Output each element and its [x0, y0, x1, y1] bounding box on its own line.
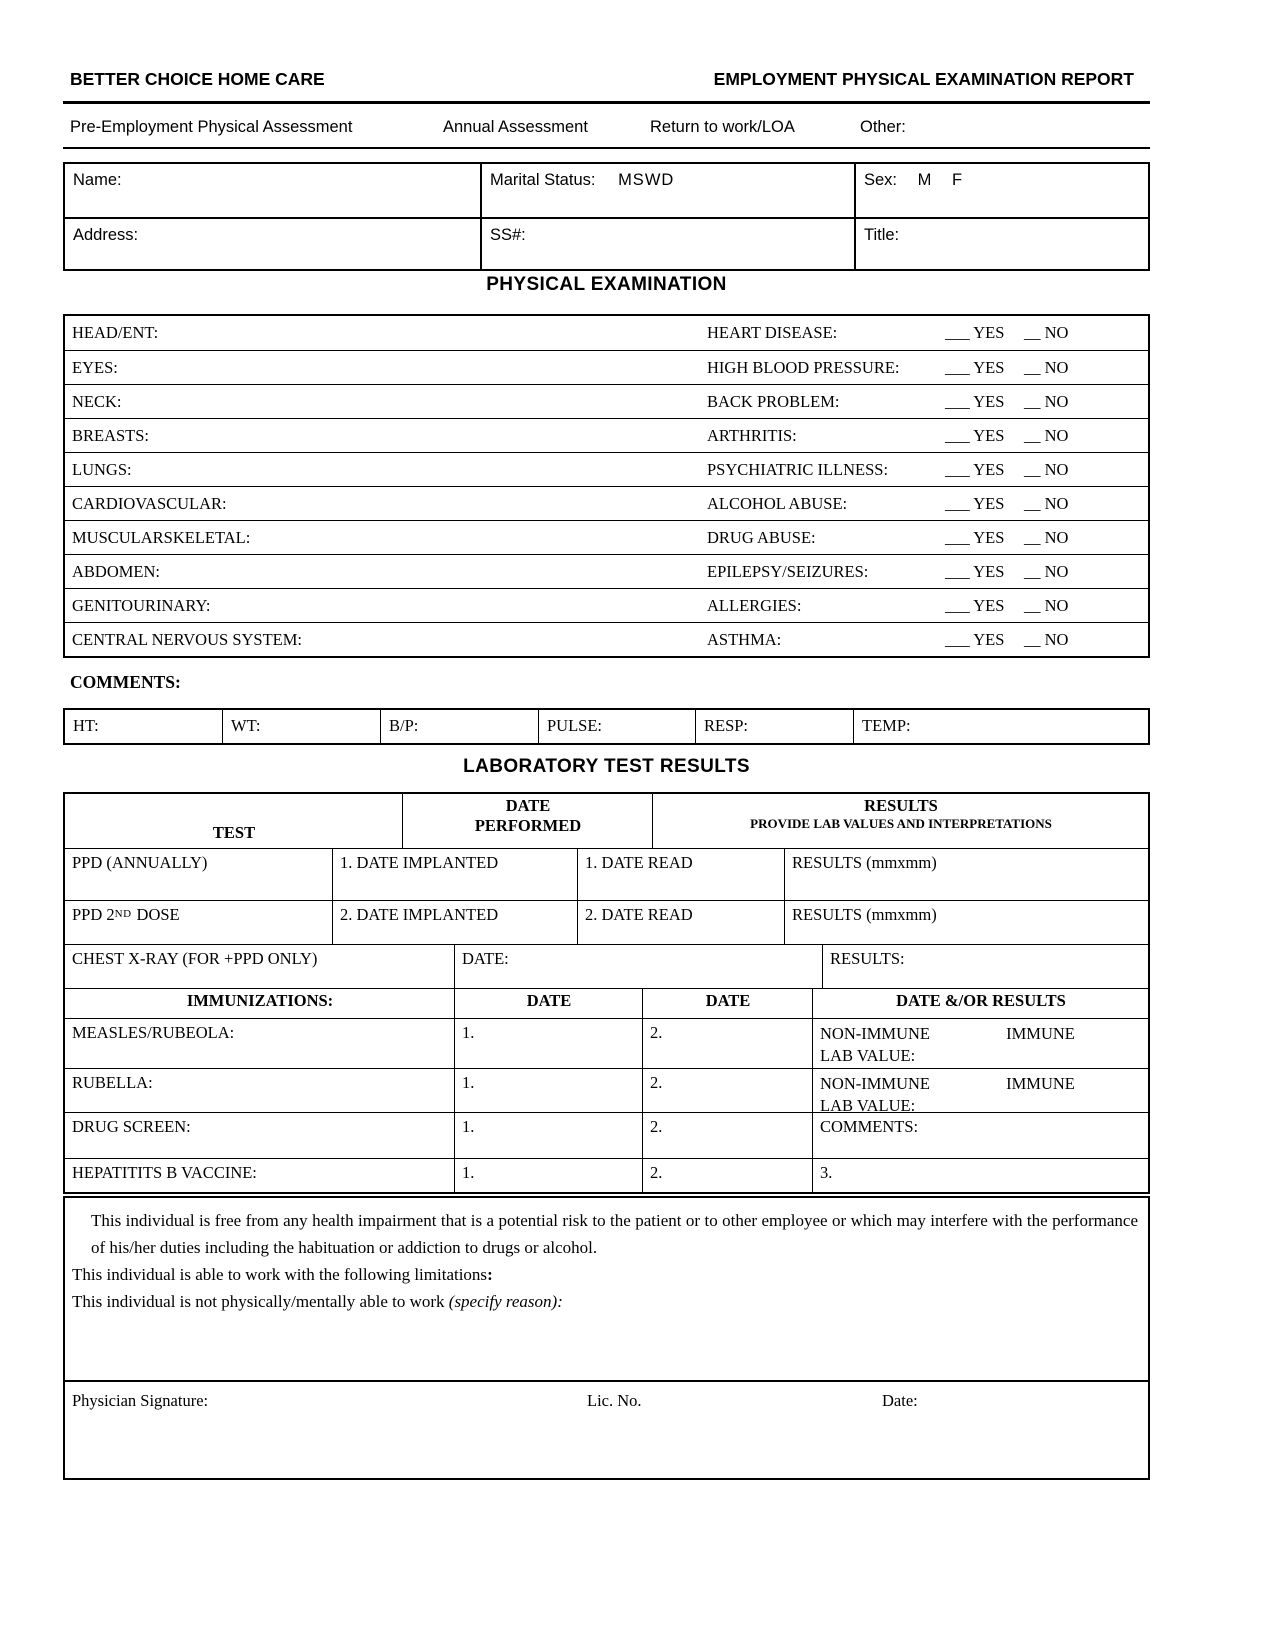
measles-date1-label: 1. [462, 1023, 475, 1042]
drug-date1-field[interactable] [454, 1113, 642, 1158]
chest-xray-text: CHEST X-RAY (FOR +PPD ONLY) [72, 949, 318, 968]
ppd1-date-implanted-field[interactable] [332, 849, 577, 900]
measles-non-immune-option[interactable]: NON-IMMUNE [820, 1024, 930, 1043]
measles-date1-field[interactable] [454, 1019, 642, 1068]
no-checkbox[interactable]: __ NO [1024, 493, 1069, 513]
not-able-to-work-text: This individual is not physically/mentally able to work [72, 1292, 449, 1311]
rubella-results-field[interactable] [812, 1069, 1148, 1117]
condition-label: ASTHMA: [707, 629, 782, 649]
option-annual[interactable]: Annual Assessment [443, 118, 588, 136]
ppd2-results-field[interactable] [784, 901, 1148, 944]
system-field[interactable]: LUNGS: [72, 459, 132, 479]
no-checkbox[interactable]: __ NO [1024, 629, 1069, 649]
drug-comments-label: COMMENTS: [820, 1117, 919, 1136]
rubella-date2-label: 2. [650, 1073, 663, 1092]
temp-label: TEMP: [862, 716, 911, 735]
comments-label: COMMENTS: [70, 672, 181, 692]
ppd-annual-label [65, 849, 332, 900]
pulse-label: PULSE: [547, 716, 603, 735]
yes-checkbox[interactable]: ___ YES [945, 527, 1005, 547]
bp-label: B/P: [389, 716, 419, 735]
header-divider [63, 101, 1150, 104]
ppd1-results-field[interactable] [784, 849, 1148, 900]
system-field[interactable]: EYES: [72, 357, 118, 377]
no-checkbox[interactable]: __ NO [1024, 527, 1069, 547]
no-checkbox[interactable]: __ NO [1024, 459, 1069, 479]
condition-label: EPILEPSY/SEIZURES: [707, 561, 869, 581]
yes-checkbox[interactable]: ___ YES [945, 425, 1005, 445]
resp-field[interactable] [695, 710, 853, 743]
title-field[interactable] [854, 217, 1148, 269]
personal-info-table [63, 162, 1150, 271]
system-field[interactable]: NECK: [72, 391, 122, 411]
drug-screen-label: DRUG SCREEN: [72, 1117, 191, 1136]
date-header-line2: PERFORMED [474, 816, 582, 835]
signature-date-field[interactable]: Date: [882, 1391, 918, 1410]
not-able-to-work-statement [72, 1288, 1138, 1315]
condition-label: ALLERGIES: [707, 595, 802, 615]
hepb-date1-label: 1. [462, 1163, 475, 1182]
drug-date2-field[interactable] [642, 1113, 812, 1158]
condition-label: HIGH BLOOD PRESSURE: [707, 357, 900, 377]
rubella-date2-field[interactable] [642, 1069, 812, 1117]
no-checkbox[interactable]: __ NO [1024, 595, 1069, 615]
hepb-date3-label: 3. [820, 1163, 833, 1182]
ppd2-ordinal: ND [114, 908, 132, 920]
option-pre-employment[interactable]: Pre-Employment Physical Assessment [70, 118, 353, 136]
sex-option-f[interactable]: F [951, 171, 963, 189]
assessment-type-row [63, 114, 1150, 140]
exam-row [65, 520, 1148, 554]
rubella-row [65, 1068, 1148, 1115]
hepb-date1-field[interactable] [454, 1159, 642, 1192]
company-name: BETTER CHOICE HOME CARE [70, 69, 325, 89]
ppd2-results-label: RESULTS (mmxmm) [792, 905, 937, 924]
ppd1-date-read-field[interactable] [577, 849, 784, 900]
assessment-divider [63, 147, 1150, 149]
temp-field[interactable] [853, 710, 1148, 743]
system-field[interactable]: HEAD/ENT: [72, 323, 159, 342]
ppd1-date-read-label: 1. DATE READ [585, 853, 693, 872]
xray-results-field[interactable] [822, 945, 1148, 988]
drug-screen-row [65, 1112, 1148, 1158]
measles-date2-label: 2. [650, 1023, 663, 1042]
lab-header-row [65, 794, 1148, 848]
physical-exam-table [63, 314, 1150, 658]
ppd2-date-read-field[interactable] [577, 901, 784, 944]
measles-label: MEASLES/RUBEOLA: [72, 1023, 235, 1042]
imm-results-header: DATE &/OR RESULTS [812, 989, 1148, 1018]
free-from-impairment-statement: This individual is free from any health impairment that is a potential risk to the patient or to other employee or which may interfere with the performance of his/her duties including the habituation or addiction to drugs or alcohol. [91, 1211, 1138, 1257]
chest-xray-row [65, 944, 1148, 988]
title-label: Title: [864, 226, 900, 244]
hepb-date2-field[interactable] [642, 1159, 812, 1192]
condition-label: HEART DISEASE: [707, 323, 838, 342]
ppd-2nd-dose-row [65, 900, 1148, 944]
bp-field[interactable] [380, 710, 538, 743]
results-column-header [652, 794, 1148, 848]
condition-label: PSYCHIATRIC ILLNESS: [707, 459, 889, 479]
form-header [63, 66, 1150, 92]
date-performed-column-header [402, 794, 652, 848]
address-field[interactable] [65, 217, 480, 269]
system-field[interactable]: CARDIOVASCULAR: [72, 493, 227, 513]
xray-date-field[interactable] [454, 945, 822, 988]
measles-immune-option[interactable]: IMMUNE [1006, 1024, 1075, 1043]
imm-date2-header: DATE [642, 989, 812, 1018]
measles-lab-value-label: LAB VALUE: [820, 1046, 916, 1065]
drug-date2-label: 2. [650, 1117, 663, 1136]
marital-status-field[interactable] [480, 164, 854, 217]
drug-date1-label: 1. [462, 1117, 475, 1136]
name-label: Name: [73, 171, 122, 189]
lab-table [63, 792, 1150, 1194]
exam-row [65, 316, 1148, 350]
option-other[interactable]: Other: [860, 118, 906, 136]
exam-row [65, 350, 1148, 384]
rubella-non-immune-option[interactable]: NON-IMMUNE [820, 1074, 930, 1093]
condition-label: ALCOHOL ABUSE: [707, 493, 848, 513]
yes-checkbox[interactable]: ___ YES [945, 561, 1005, 581]
ppd2-date-implanted-field[interactable] [332, 901, 577, 944]
rubella-date1-label: 1. [462, 1073, 475, 1092]
ht-label: HT: [73, 716, 99, 735]
sex-label: Sex: [864, 171, 898, 189]
no-checkbox[interactable]: __ NO [1024, 425, 1069, 445]
able-to-work-statement [72, 1261, 1138, 1288]
system-field[interactable]: ABDOMEN: [72, 561, 161, 581]
ppd1-results-label: RESULTS (mmxmm) [792, 853, 937, 872]
physical-exam-heading: PHYSICAL EXAMINATION [486, 274, 727, 295]
address-label: Address: [73, 226, 139, 244]
yes-checkbox[interactable]: ___ YES [945, 391, 1005, 411]
system-field[interactable]: CENTRAL NERVOUS SYSTEM: [72, 629, 303, 649]
wt-label: WT: [231, 716, 261, 735]
ssn-field[interactable] [480, 217, 854, 269]
immunizations-header: IMMUNIZATIONS: [186, 991, 334, 1010]
hepb-date2-label: 2. [650, 1163, 663, 1182]
condition-label: ARTHRITIS: [707, 425, 797, 445]
ppd2-date-read-label: 2. DATE READ [585, 905, 693, 924]
system-field[interactable]: GENITOURINARY: [72, 595, 211, 615]
no-checkbox[interactable]: __ NO [1024, 323, 1069, 342]
physician-signature-field[interactable]: Physician Signature: [72, 1391, 209, 1410]
xray-results-label: RESULTS: [830, 949, 905, 968]
rubella-date1-field[interactable] [454, 1069, 642, 1117]
specify-reason-text: (specify reason): [448, 1292, 563, 1311]
system-field[interactable]: BREASTS: [72, 425, 150, 445]
date-header-line1: DATE [505, 796, 551, 815]
license-number-field[interactable]: Lic. No. [587, 1391, 642, 1410]
no-checkbox[interactable]: __ NO [1024, 357, 1069, 377]
ppd2-text-post: DOSE [136, 905, 180, 924]
exam-row [65, 452, 1148, 486]
vitals-table [63, 708, 1150, 745]
rubella-immune-option[interactable]: IMMUNE [1006, 1074, 1075, 1093]
condition-label: DRUG ABUSE: [707, 527, 816, 547]
exam-row [65, 622, 1148, 656]
exam-row [65, 418, 1148, 452]
results-header-subnote: PROVIDE LAB VALUES AND INTERPRETATIONS [750, 816, 1052, 831]
able-to-work-text: This individual is able to work with the following limitations [72, 1265, 488, 1284]
system-field[interactable]: MUSCULARSKELETAL: [72, 527, 251, 547]
measles-row [65, 1018, 1148, 1068]
option-return-to-work[interactable]: Return to work/LOA [650, 118, 795, 136]
signature-box [63, 1380, 1150, 1480]
marital-status-label: Marital Status: [490, 171, 596, 189]
drug-comments-field[interactable] [812, 1113, 1148, 1158]
ppd1-date-implanted-label: 1. DATE IMPLANTED [340, 853, 499, 872]
immunizations-header-row [65, 988, 1148, 1018]
ppd2-text-pre: PPD 2 [72, 905, 115, 924]
pulse-field[interactable] [538, 710, 695, 743]
sex-field[interactable] [854, 164, 1148, 217]
hepatitis-b-row [65, 1158, 1148, 1192]
ht-field[interactable] [65, 710, 222, 743]
yes-checkbox[interactable]: ___ YES [945, 493, 1005, 513]
results-header-label: RESULTS [864, 796, 938, 815]
no-checkbox[interactable]: __ NO [1024, 561, 1069, 581]
sex-option-m[interactable]: M [917, 171, 932, 189]
yes-checkbox[interactable]: ___ YES [945, 459, 1005, 479]
exam-row [65, 588, 1148, 622]
yes-checkbox[interactable]: ___ YES [945, 629, 1005, 649]
hepb-date3-field[interactable] [812, 1159, 1148, 1192]
lab-results-heading: LABORATORY TEST RESULTS [463, 756, 750, 777]
ppd-annual-row [65, 848, 1148, 900]
ppd2-date-implanted-label: 2. DATE IMPLANTED [340, 905, 499, 924]
condition-label: BACK PROBLEM: [707, 391, 840, 411]
able-to-work-colon: : [487, 1265, 493, 1284]
wt-field[interactable] [222, 710, 380, 743]
marital-status-options[interactable]: MSWD [618, 171, 675, 189]
form-content [63, 0, 1150, 1480]
exam-row [65, 384, 1148, 418]
rubella-label: RUBELLA: [72, 1073, 153, 1092]
certification-box [63, 1196, 1150, 1380]
exam-row [65, 486, 1148, 520]
ppd-annual-text: PPD (ANNUALLY) [72, 853, 208, 872]
test-header-label: TEST [212, 823, 256, 842]
yes-checkbox[interactable]: ___ YES [945, 357, 1005, 377]
imm-date1-header: DATE [454, 989, 642, 1018]
rubella-lab-value-label: LAB VALUE: [820, 1096, 916, 1115]
no-checkbox[interactable]: __ NO [1024, 391, 1069, 411]
hepatitis-b-label: HEPATITITS B VACCINE: [72, 1163, 257, 1182]
test-column-header [65, 794, 402, 848]
ssn-label: SS#: [490, 226, 526, 244]
ppd-2nd-dose-label [65, 901, 332, 944]
report-title: EMPLOYMENT PHYSICAL EXAMINATION REPORT [713, 69, 1134, 89]
name-field[interactable] [65, 164, 480, 217]
yes-checkbox[interactable]: ___ YES [945, 595, 1005, 615]
yes-checkbox[interactable]: ___ YES [945, 323, 1005, 342]
measles-results-field[interactable] [812, 1019, 1148, 1068]
xray-date-label: DATE: [462, 949, 509, 968]
measles-date2-field[interactable] [642, 1019, 812, 1068]
chest-xray-label [65, 945, 454, 988]
exam-row [65, 554, 1148, 588]
resp-label: RESP: [704, 716, 749, 735]
